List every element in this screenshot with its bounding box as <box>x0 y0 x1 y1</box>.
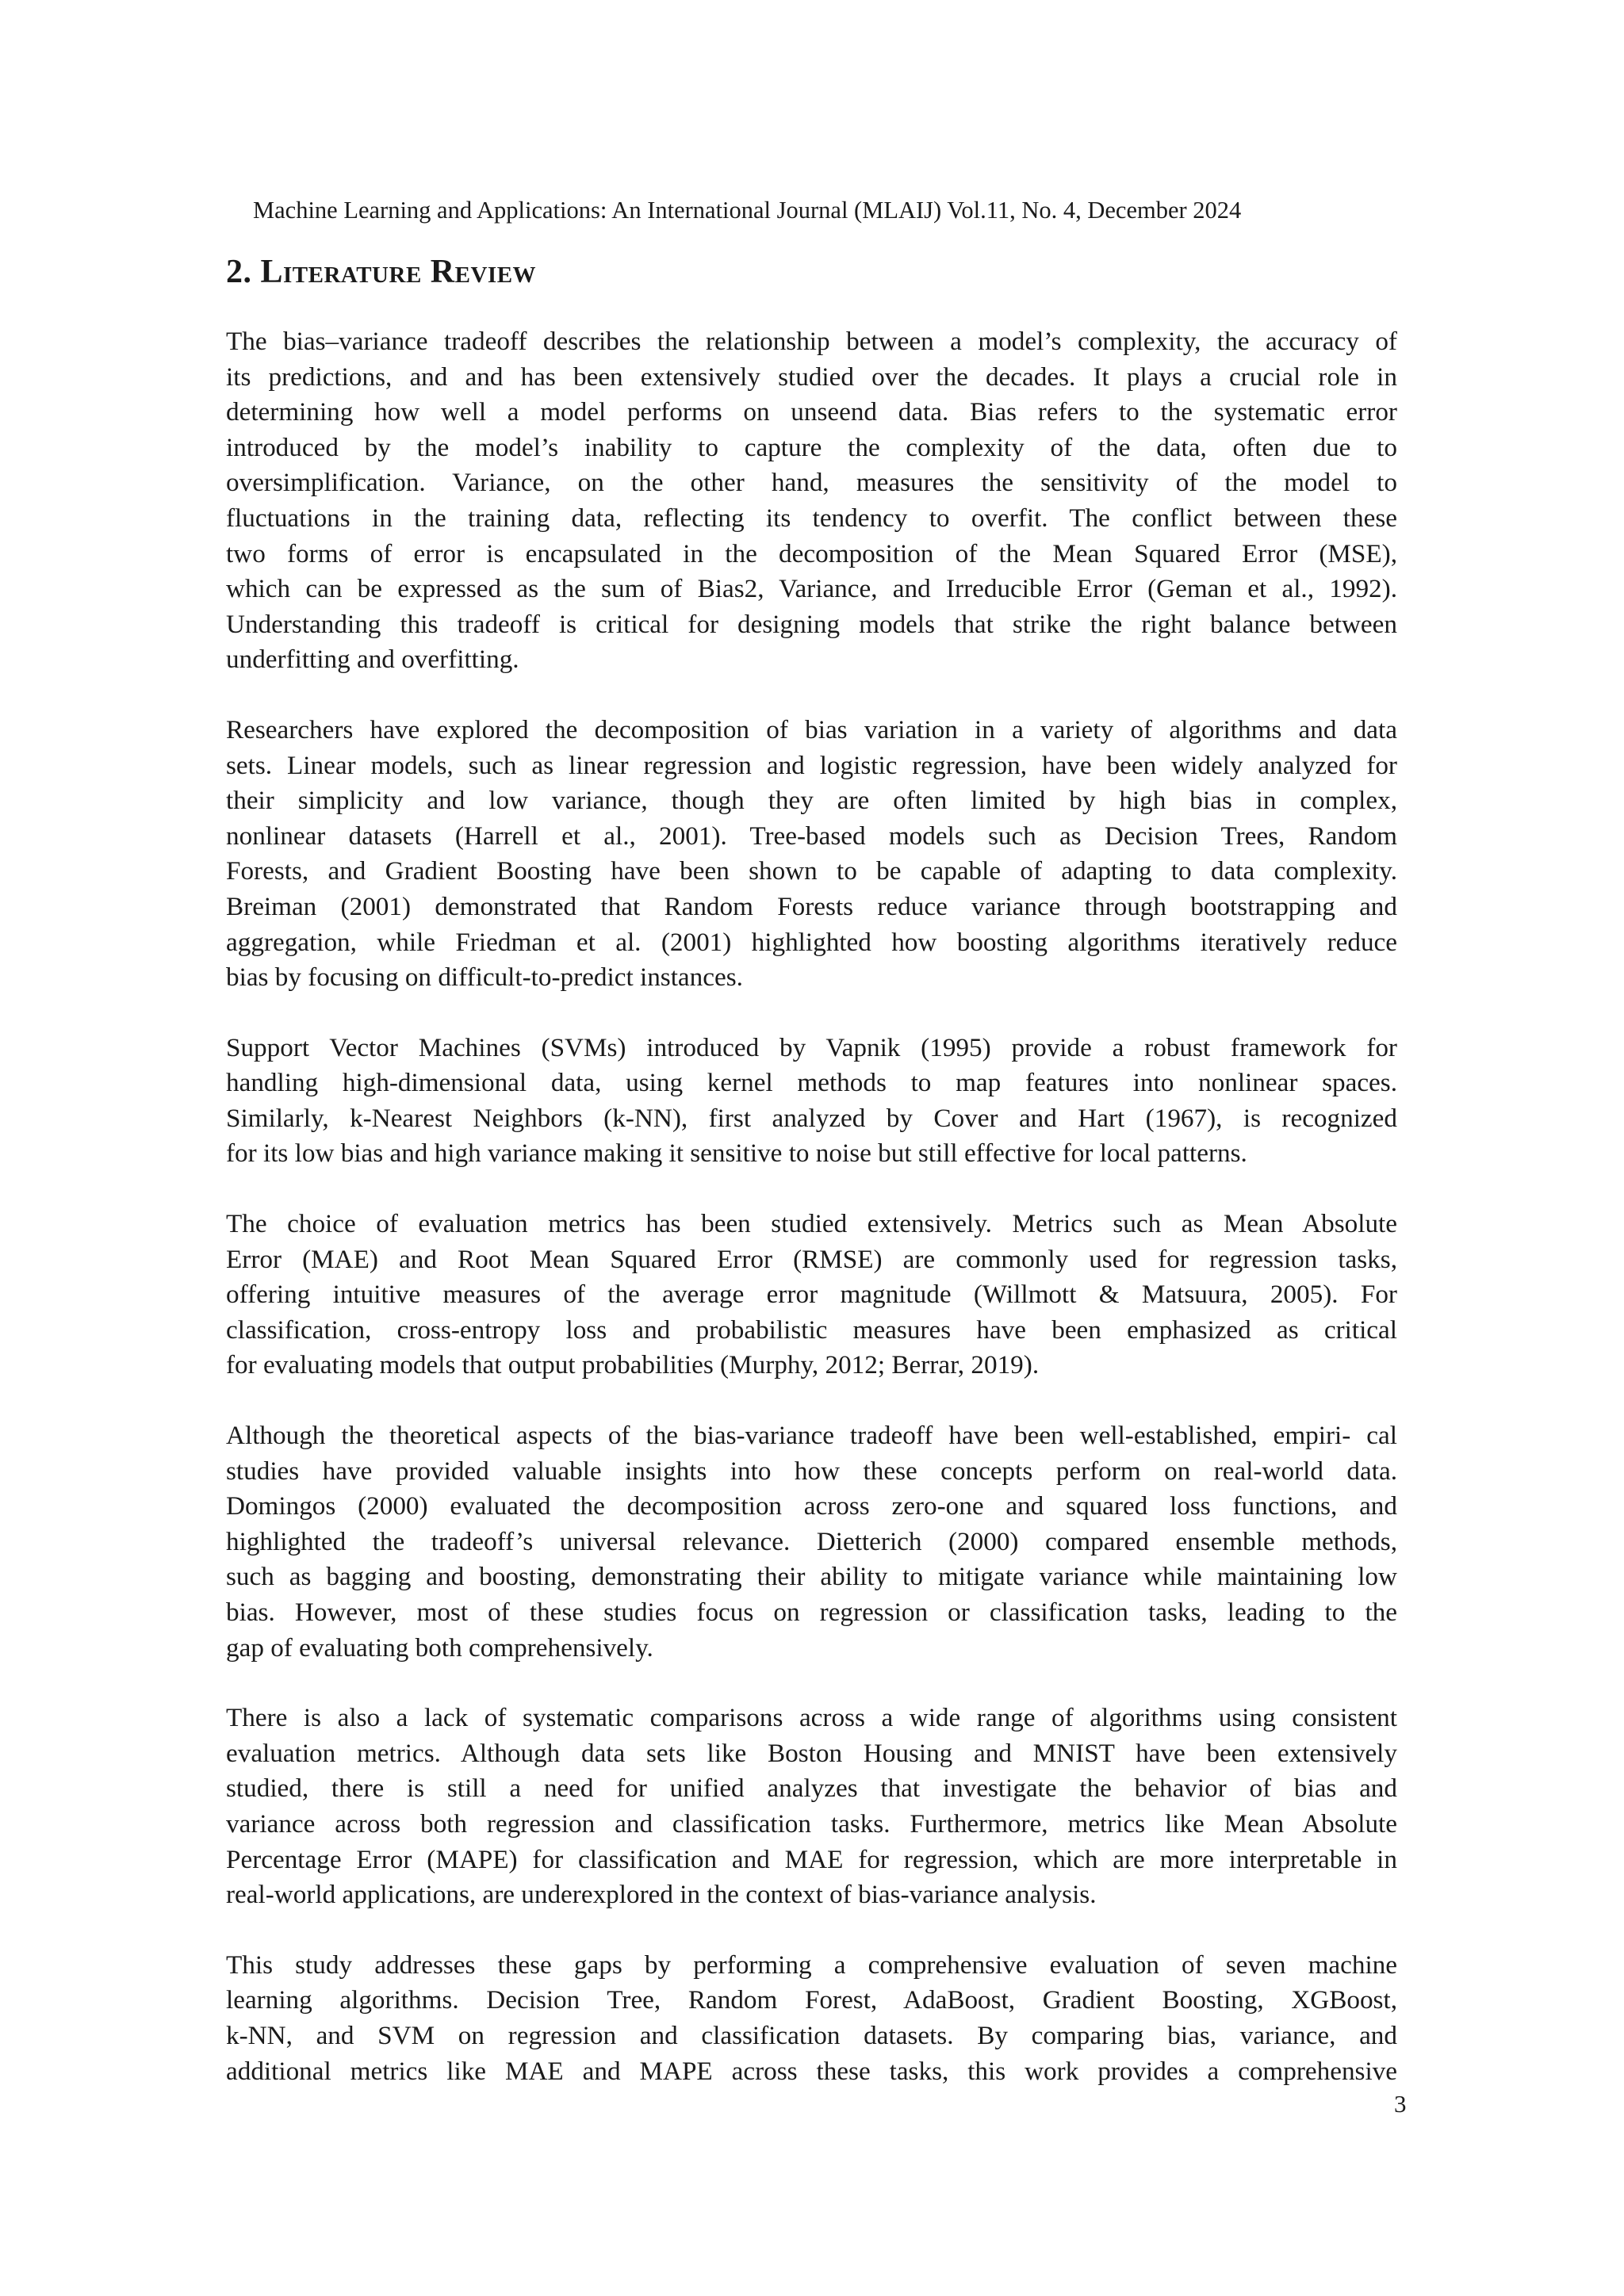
text-line: two forms of error is encapsulated in the decomposition of the Mean Squared Error (MSE), <box>226 538 1397 568</box>
text-line: handling high-dimensional data, using kernel methods to map features into nonlinear spaces. <box>226 1068 1397 1098</box>
text-line: fluctuations in the training data, reflecting its tendency to overfit. The conflict between these <box>226 503 1397 533</box>
text-line: evaluation metrics. Although data sets like Boston Housing and MNIST have been extensively <box>226 1738 1397 1768</box>
body-text <box>226 324 1397 2124</box>
text-line: learning algorithms. Decision Tree, Random Forest, AdaBoost, Gradient Boosting, XGBoost, <box>226 1985 1397 2015</box>
text-line: offering intuitive measures of the average error magnitude (Willmott & Matsuura, 2005). For <box>226 1280 1397 1310</box>
text-line: sets. Linear models, such as linear regression and logistic regression, have been widely analyzed for <box>226 750 1397 780</box>
text-line: additional metrics like MAE and MAPE across these tasks, this work provides a comprehensive <box>226 2056 1397 2086</box>
text-line: Breiman (2001) demonstrated that Random Forests reduce variance through bootstrapping and <box>226 891 1397 921</box>
paragraph <box>226 1701 1397 1913</box>
text-line: determining how well a model performs on unseend data. Bias refers to the systematic error <box>226 397 1397 427</box>
text-line: its predictions, and and has been extensively studied over the decades. It plays a crucial role in <box>226 362 1397 392</box>
text-line: Although the theoretical aspects of the bias-variance tradeoff have been well-established, empiri- cal <box>226 1421 1397 1451</box>
text-line: aggregation, while Friedman et al. (2001) highlighted how boosting algorithms iteratively reduce <box>226 927 1397 957</box>
text-line: There is also a lack of systematic comparisons across a wide range of algorithms using consistent <box>226 1703 1397 1733</box>
text-line: Researchers have explored the decomposition of bias variation in a variety of algorithms and data <box>226 714 1397 744</box>
section-title: 2. Literature Review <box>226 254 537 290</box>
text-line: Forests, and Gradient Boosting have been shown to be capable of adapting to data complexity. <box>226 856 1397 886</box>
text-line: highlighted the tradeoff’s universal relevance. Dietterich (2000) compared ensemble methods, <box>226 1526 1397 1556</box>
text-line: This study addresses these gaps by performing a comprehensive evaluation of seven machine <box>226 1950 1397 1980</box>
text-line: Support Vector Machines (SVMs) introduced by Vapnik (1995) provide a robust framework for <box>226 1032 1397 1062</box>
page-number: 3 <box>1394 2090 1407 2118</box>
text-line: variance across both regression and classification tasks. Furthermore, metrics like Mean Absolute <box>226 1808 1397 1839</box>
text-line: gap of evaluating both comprehensively. <box>226 1632 653 1663</box>
text-line: k-NN, and SVM on regression and classification datasets. By comparing bias, variance, and <box>226 2020 1397 2050</box>
text-line: bias by focusing on difficult-to-predict instances. <box>226 962 743 993</box>
paragraph <box>226 1207 1397 1383</box>
text-line: introduced by the model’s inability to capture the complexity of the data, often due to <box>226 432 1397 462</box>
text-line: studied, there is still a need for unified analyzes that investigate the behavior of bias and <box>226 1774 1397 1804</box>
paragraph <box>226 1948 1397 2089</box>
text-line: nonlinear datasets (Harrell et al., 2001). Tree-based models such as Decision Trees, Random <box>226 821 1397 851</box>
text-line: The choice of evaluation metrics has been studied extensively. Metrics such as Mean Absolute <box>226 1209 1397 1239</box>
text-line: Percentage Error (MAPE) for classification and MAE for regression, which are more interpretable in <box>226 1844 1397 1874</box>
text-line: Similarly, k-Nearest Neighbors (k-NN), first analyzed by Cover and Hart (1967), is recognized <box>226 1103 1397 1133</box>
text-line: such as bagging and boosting, demonstrating their ability to mitigate variance while maintaining low <box>226 1562 1397 1592</box>
paragraph <box>226 713 1397 996</box>
paragraph <box>226 324 1397 678</box>
text-line: for its low bias and high variance making it sensitive to noise but still effective for local patterns. <box>226 1138 1247 1169</box>
text-line: Error (MAE) and Root Mean Squared Error (RMSE) are commonly used for regression tasks, <box>226 1244 1397 1274</box>
text-line: Understanding this tradeoff is critical for designing models that strike the right balance between <box>226 609 1397 639</box>
text-line: studies have provided valuable insights into how these concepts perform on real-world data. <box>226 1456 1397 1486</box>
paragraph <box>226 1418 1397 1666</box>
running-header: Machine Learning and Applications: An International Journal (MLAIJ) Vol.11, No. 4, December 2024 <box>253 197 1242 224</box>
text-line: bias. However, most of these studies focus on regression or classification tasks, leading to the <box>226 1598 1397 1627</box>
text-line: Domingos (2000) evaluated the decomposition across zero-one and squared loss functions, and <box>226 1491 1397 1521</box>
paragraph <box>226 1031 1397 1172</box>
text-line: underfitting and overfitting. <box>226 645 519 675</box>
text-line: their simplicity and low variance, though they are often limited by high bias in complex, <box>226 786 1397 816</box>
text-line: real-world applications, are underexplored in the context of bias-variance analysis. <box>226 1880 1097 1910</box>
text-line: oversimplification. Variance, on the other hand, measures the sensitivity of the model to <box>226 468 1397 498</box>
text-line: classification, cross-entropy loss and probabilistic measures have been emphasized as critical <box>226 1314 1397 1345</box>
text-line: for evaluating models that output probabilities (Murphy, 2012; Berrar, 2019). <box>226 1350 1040 1380</box>
text-line: which can be expressed as the sum of Bias2, Variance, and Irreducible Error (Geman et al., 1992). <box>226 574 1397 604</box>
text-line: The bias–variance tradeoff describes the relationship between a model’s complexity, the accuracy of <box>226 327 1397 356</box>
